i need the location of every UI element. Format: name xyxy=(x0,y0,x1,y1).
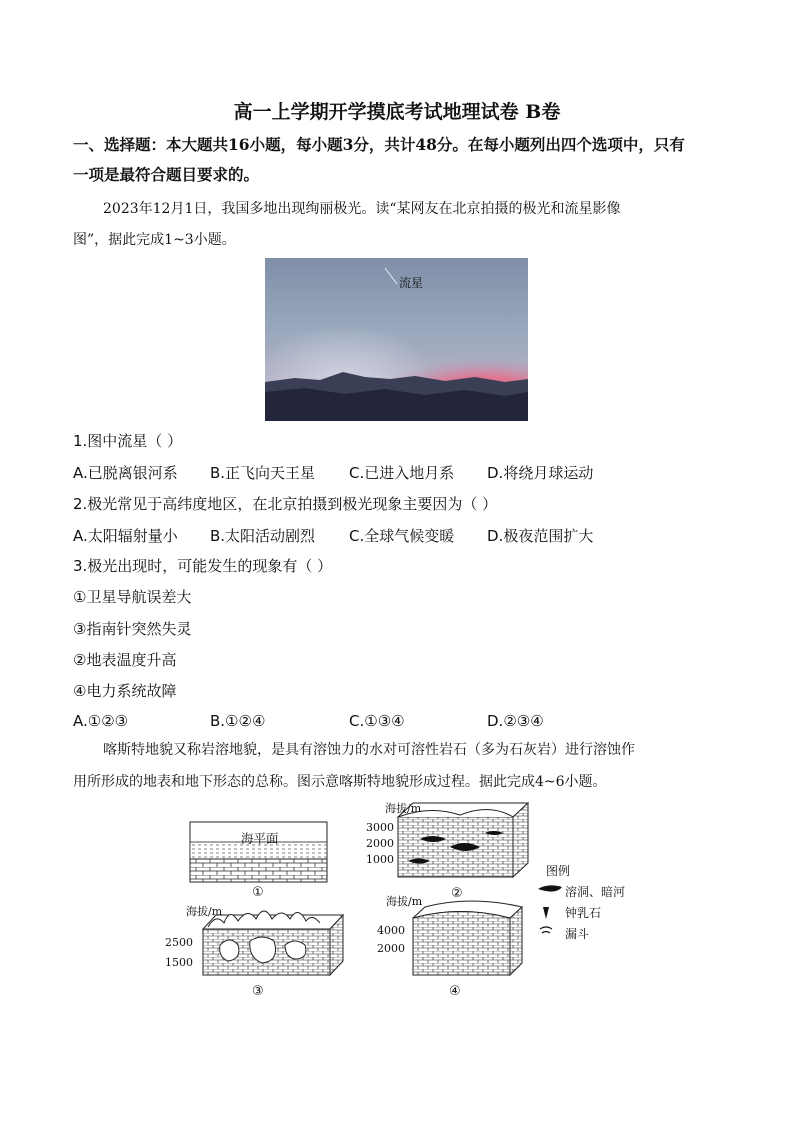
q2-option-a[interactable]: A.太阳辐射量小 xyxy=(73,527,178,545)
q2-option-b[interactable]: B.太阳活动剧烈 xyxy=(210,527,316,545)
passage2-line2: 用所形成的地表和地下形态的总称。图示意喀斯特地貌形成过程。据此完成4~6小题。 xyxy=(73,774,607,790)
q3-stem: 3.极光出现时，可能发生的现象有（ ） xyxy=(73,557,333,575)
q2-option-c[interactable]: C.全球气候变暖 xyxy=(349,527,455,545)
q1-option-d[interactable]: D.将绕月球运动 xyxy=(487,464,594,482)
q3-item: ③指南针突然失灵 xyxy=(73,620,192,638)
q3-option-c[interactable]: C.①③④ xyxy=(349,712,405,730)
panel2-tick: 2000 xyxy=(366,837,394,850)
panel3-number: ③ xyxy=(252,984,264,999)
q1-option-a[interactable]: A.已脱离银河系 xyxy=(73,464,178,482)
panel1-number: ① xyxy=(252,885,264,900)
panel-3 xyxy=(203,911,343,975)
meteor-label: 流星 xyxy=(399,276,424,290)
panel1-sea-level-label: 海平面 xyxy=(241,831,279,846)
panel2-number: ② xyxy=(451,886,463,901)
panel4-tick: 4000 xyxy=(377,924,405,937)
panel3-tick: 2500 xyxy=(165,936,193,949)
panel2-tick: 3000 xyxy=(366,821,394,834)
page-title: 高一上学期开学摸底考试地理试卷 B卷 xyxy=(233,101,561,123)
section-heading-line2: 一项是最符合题目要求的。 xyxy=(73,165,260,184)
q3-option-a[interactable]: A.①②③ xyxy=(73,712,129,730)
q3-option-d[interactable]: D.②③④ xyxy=(487,712,544,730)
section-heading-line1: 一、选择题：本大题共16小题，每小题3分，共计48分。在每小题列出四个选项中，只有 xyxy=(73,135,685,154)
legend-item-sinkhole: 漏斗 xyxy=(565,927,590,941)
q2-stem: 2.极光常见于高纬度地区，在北京拍摄到极光现象主要因为（ ） xyxy=(73,495,498,513)
legend-title: 图例 xyxy=(546,864,571,878)
panel4-tick: 2000 xyxy=(377,942,405,955)
panel3-axis-label: 海拔/m xyxy=(186,905,223,918)
panel3-tick: 1500 xyxy=(165,956,193,969)
q1-stem: 1.图中流星（ ） xyxy=(73,432,183,450)
legend-item-stalactite: 钟乳石 xyxy=(565,906,602,920)
panel2-tick: 1000 xyxy=(366,853,394,866)
passage2-line1: 喀斯特地貌又称岩溶地貌，是具有溶蚀力的水对可溶性岩石（多为石灰岩）进行溶蚀作 xyxy=(103,742,635,758)
aurora-meteor-photo xyxy=(265,258,528,421)
q3-item: ②地表温度升高 xyxy=(73,651,177,669)
panel-4 xyxy=(413,901,522,975)
panel4-number: ④ xyxy=(449,984,461,999)
legend-symbols xyxy=(538,885,562,933)
q1-option-b[interactable]: B.正飞向天王星 xyxy=(210,464,316,482)
q2-option-d[interactable]: D.极夜范围扩大 xyxy=(487,527,594,545)
passage1-line2: 图”，据此完成1~3小题。 xyxy=(73,232,236,248)
q3-item: ①卫星导航误差大 xyxy=(73,588,192,606)
panel4-axis-label: 海拔/m xyxy=(386,895,423,908)
q3-item: ④电力系统故障 xyxy=(73,682,177,700)
q3-option-b[interactable]: B.①②④ xyxy=(210,712,266,730)
q1-option-c[interactable]: C.已进入地月系 xyxy=(349,464,455,482)
panel2-axis-label: 海拔/m xyxy=(385,802,422,815)
legend-item-cave: 溶洞、暗河 xyxy=(565,885,626,899)
passage1-line1: 2023年12月1日，我国多地出现绚丽极光。读“某网友在北京拍摄的极光和流星影像 xyxy=(103,201,621,217)
